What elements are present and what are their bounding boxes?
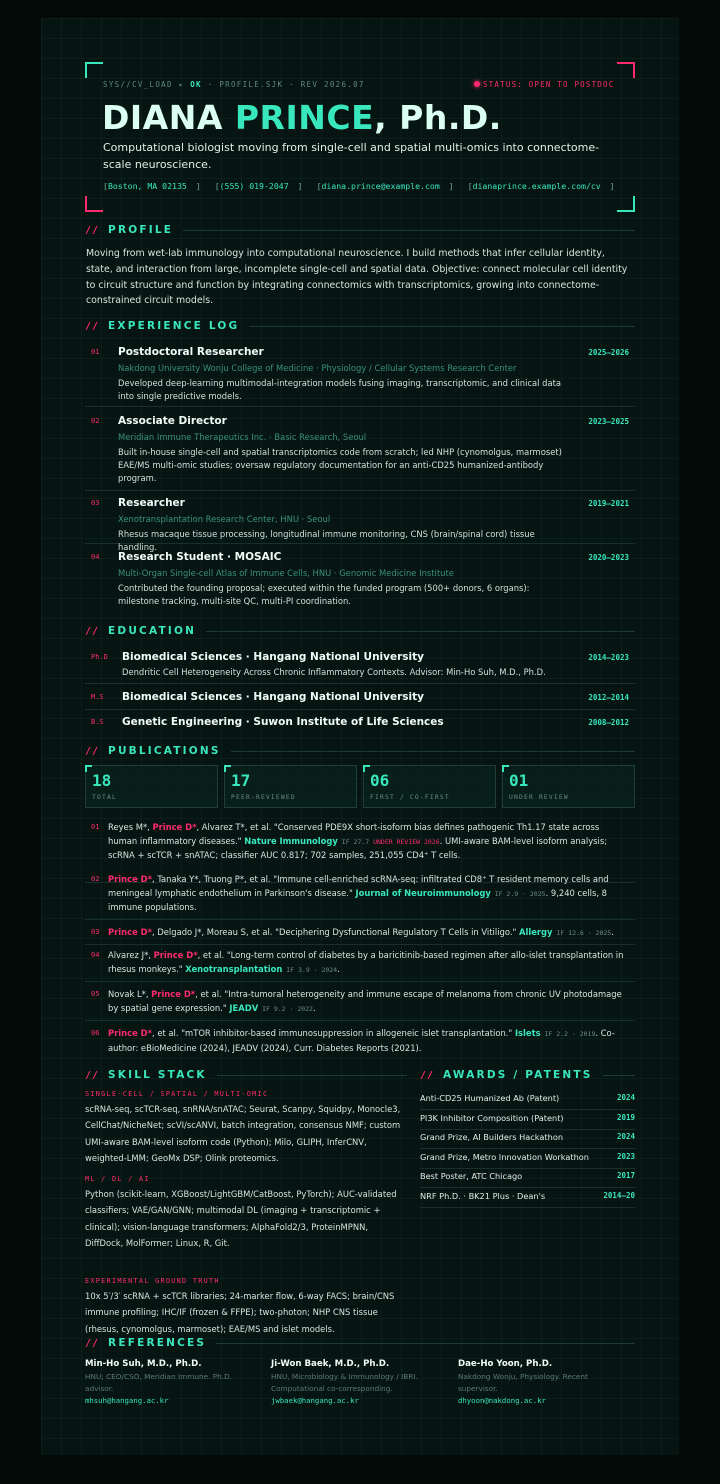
skill-group-text: scRNA-seq, scTCR-seq, snRNA/snATAC; Seurat, Scanpy, Squidpy, Monocle3, CellChat/NicheNet; scVI/scANVI, batch integration, consensus NMF; custom UMI-aware BAM-level isoform code (Python); Milo, GLIPH, InferCNV, weighted-LMM; GeoMx DSP; Olink proteomics.	[85, 1104, 401, 1163]
reference-item	[85, 1358, 255, 1407]
reference-desc: Nakdong Wonju, Physiology. Recent supervisor.	[458, 1372, 588, 1393]
reference-email[interactable]: mhsuh@hangang.ac.kr	[85, 1396, 169, 1405]
tagline: Computational biologist moving from single-cell and spatial multi-omics into connectome-scale neuroscience.	[103, 141, 600, 171]
publication-item: 01 Reyes M*, Prince D*, Alvarez T*, et al. "Conserved PDE9X short-isoform bias defines pathogenic Th1.17 state across human inflammatory diseases." Nature Immunology IF 27.7 UNDER REVIEW 2026. UMI-aware BAM-level isoform analysis; scRNA + scTCR + snATAC; classifier AUC 0.817; 702 samples, 251,055 CD4⁺ T cells.	[85, 821, 635, 883]
section-header-references: // REFERENCES	[85, 1336, 635, 1350]
contact-address: [Boston, MA 02135 ]	[103, 181, 201, 191]
education-item	[85, 716, 635, 735]
sys-prefix: SYS//CV_LOAD ▸	[103, 80, 191, 89]
reference-name: Ji-Won Baek, M.D., Ph.D.	[271, 1359, 390, 1369]
experience-title: Associate Director	[118, 415, 227, 427]
section-header-skills: // SKILL STACK	[85, 1068, 407, 1082]
award-item: Grand Prize, AI Builders Hackathon 2024	[420, 1129, 635, 1149]
experience-title: Researcher	[118, 497, 185, 509]
education-date: 2008–2012	[588, 718, 629, 727]
experience-desc: Contributed the founding proposal; executed within the funded program (500+ donors, 6 organs): milestone tracking, multi-site QC, multi-PI coordination.	[118, 583, 530, 606]
journal-name: Nature Immunology	[244, 835, 338, 846]
section-header-awards: // AWARDS / PATENTS	[420, 1068, 635, 1082]
profile-summary: Moving from wet-lab immunology into computational neuroscience. I build methods that infer cellular identity, state, and interaction from large, incomplete single-cell and spatial data. Objective: connect molecular cell identity to circuit structure and function by integrating connectomics with transcriptomics, growing into connectome-constrained circuit models.	[86, 248, 628, 307]
experience-date: 2025–2026	[588, 348, 629, 357]
contact-website[interactable]: [dianaprince.example.com/cv ]	[467, 181, 615, 191]
sys-suffix: · PROFILE.SJK · REV 2026.07	[201, 80, 365, 89]
education-date: 2012–2014	[588, 693, 629, 702]
skill-group-text: Python (scikit-learn, XGBoost/LightGBM/CatBoost, PyTorch); AUC-validated classifiers; VAE/GAN/GNN; multimodal DL (imaging + transcriptomic + clinical); vision-language transformers; AlphaFold2/3, ProteinMPNN, DiffDock, MolFormer; Linux, R, Git.	[85, 1189, 397, 1248]
name-first: DIANA	[102, 98, 235, 137]
education-degree: B.S	[91, 718, 104, 726]
skill-group-text: 10x 5′/3′ scRNA + scTCR libraries; 24-marker flow, 6-way FACS; brain/CNS immune profiling; IHC/IF (frozen & FFPE); two-photon; NHP CNS tissue (rhesus, cynomolgus, marmoset); EAE/MS and islet models.	[85, 1291, 395, 1334]
skill-group-title: EXPERIMENTAL GROUND TRUTH	[85, 1277, 220, 1285]
award-item: Anti-CD25 Humanized Ab (Patent) 2024	[420, 1090, 635, 1110]
stat-under-review: 01 UNDER REVIEW	[502, 765, 635, 808]
cv-page	[41, 18, 679, 1455]
status-dot-icon	[474, 81, 480, 87]
contact-email[interactable]: [diana.prince@example.com ]	[316, 181, 454, 191]
experience-item: 02 Associate Director 2023–2025 Meridian Immune Therapeutics Inc. · Basic Research, Seoul Built in-house single-cell and spatial transcriptomics code from scratch; led NHP (cynomolgus, marmoset) EAE/MS multi-omic studies; oversaw regulatory documentation for an anti-CD25 humanized-antibody program.	[85, 417, 635, 491]
name-last: , Ph.D.	[374, 98, 502, 137]
education-title: Genetic Engineering · Suwon Institute of Life Sciences	[122, 716, 444, 728]
publication-item: 04 Alvarez J*, Prince D*, et al. "Long-term control of diabetes by a baricitinib-based regimen after allo-islet transplantation in rhesus monkeys." Xenotransplantation IF 3.9 · 2024.	[85, 949, 635, 982]
experience-date: 2020–2023	[588, 553, 629, 562]
reference-item	[271, 1358, 441, 1407]
page-title	[102, 98, 502, 137]
education-degree: M.S	[91, 693, 104, 701]
experience-date: 2019–2021	[588, 499, 629, 508]
experience-org: Nakdong University Wonju College of Medicine · Physiology / Cellular Systems Research Center	[118, 363, 517, 373]
reference-email[interactable]: dhyoon@nakdong.ac.kr	[458, 1396, 546, 1405]
reference-email[interactable]: jwbaek@hangang.ac.kr	[271, 1396, 359, 1405]
publication-item: 06 Prince D*, et al. "mTOR inhibitor-based immunosuppression in allogeneic islet transplantation." Islets IF 2.2 · 2019. Co-author: eBioMedicine (2024), JEADV (2024), Curr. Diabetes Reports (2021).	[91, 1028, 615, 1053]
section-header-experience: // EXPERIENCE LOG	[85, 319, 635, 333]
sys-ok: OK	[190, 80, 202, 89]
experience-desc: Built in-house single-cell and spatial transcriptomics code from scratch; led NHP (cynomolgus, marmoset) EAE/MS multi-omic studies; oversaw regulatory documentation for an anti-CD25 humanized-antibody program.	[118, 447, 562, 483]
journal-name: Allergy	[519, 927, 553, 937]
experience-item: 04 Research Student · MOSAIC 2020–2023 Multi-Organ Single-cell Atlas of Immune Cells, HNU · Genomic Medicine Institute Contributed the founding proposal; executed within the funded program (500+ donors, 6 organs): milestone tracking, multi-site QC, multi-PI coordination.	[91, 551, 629, 606]
section-header-profile: // PROFILE	[85, 223, 635, 237]
journal-name: Islets	[514, 1028, 541, 1038]
journal-name: Xenotransplantation	[185, 963, 283, 974]
reference-name: Dae-Ho Yoon, Ph.D.	[458, 1359, 553, 1369]
status-text: STATUS: OPEN TO POSTDOC	[483, 80, 615, 89]
award-item: NRF Ph.D. · BK21 Plus · Dean's 2014–20	[420, 1188, 635, 1208]
reference-item	[458, 1358, 628, 1407]
experience-title: Postdoctoral Researcher	[118, 346, 264, 358]
experience-org: Meridian Immune Therapeutics Inc. · Basic Research, Seoul	[118, 432, 367, 442]
journal-name: Journal of Neuroimmunology	[355, 887, 491, 898]
experience-date: 2023–2025	[588, 417, 629, 426]
system-line	[103, 80, 365, 89]
experience-desc: Developed deep-learning multimodal-integration models fusing imaging, transcriptomic, and clinical data into single predictive models.	[118, 378, 562, 401]
stat-first-author: 06 FIRST / CO-FIRST	[363, 765, 496, 808]
skill-group-title: SINGLE-CELL / SPATIAL / MULTI-OMIC	[85, 1090, 269, 1098]
education-note: Dendritic Cell Heterogeneity Across Chronic Inflammatory Contexts. Advisor: Min-Ho Suh, M.D., Ph.D.	[122, 667, 546, 677]
experience-item: 01 Postdoctoral Researcher 2025–2026 Nakdong University Wonju College of Medicine · Physiology / Cellular Systems Research Center Developed deep-learning multimodal-integration models fusing imaging, transcriptomic, and clinical data into single predictive models.	[85, 348, 635, 407]
education-title: Biomedical Sciences · Hangang National University	[122, 651, 425, 663]
experience-title: Research Student · MOSAIC	[118, 551, 282, 563]
education-date: 2014–2023	[588, 653, 629, 662]
award-item: PI3K Inhibitor Composition (Patent) 2019	[420, 1110, 635, 1130]
education-item	[85, 691, 635, 710]
publication-item: 02 Prince D*, Tanaka Y*, Truong P*, et al. "Immune cell-enriched scRNA-seq: infiltrated CD8⁺ T resident memory cells and meningeal lymphatic endothelium in Parkinson's disease." Journal of Neuroimmunology IF 2.9 · 2025. 9,240 cells, 8 immune populations.	[85, 873, 635, 920]
name-highlight: PRINCE	[234, 98, 375, 137]
stat-peer-reviewed: 17 PEER-REVIEWED	[224, 765, 357, 808]
section-header-education: // EDUCATION	[85, 624, 635, 638]
award-item: Best Poster, ATC Chicago 2017	[420, 1168, 635, 1188]
experience-item: 03 Researcher 2019–2021 Xenotransplantation Research Center, HNU · Seoul Rhesus macaque tissue processing, longitudinal immune monitoring, CNS (brain/spinal cord) tissue handling.	[85, 499, 635, 544]
reference-desc: HNU, Microbiology & Immunology / IBRI. Computational co-corresponding.	[271, 1372, 418, 1393]
contact-bar	[103, 181, 624, 191]
corner-bracket-top-left	[85, 62, 103, 78]
corner-bracket-bottom-right	[617, 196, 635, 212]
status-badge	[474, 80, 614, 89]
contact-phone[interactable]: [(555) 019-2047 ]	[214, 181, 303, 191]
corner-bracket-bottom-left	[85, 196, 103, 212]
experience-org: Xenotransplantation Research Center, HNU · Seoul	[118, 514, 331, 524]
reference-name: Min-Ho Suh, M.D., Ph.D.	[85, 1359, 202, 1369]
publication-item: 03 Prince D*, Delgado J*, Moreau S, et al. "Deciphering Dysfunctional Regulatory T Cells in Vitiligo." Allergy IF 12.6 · 2025.	[85, 926, 635, 945]
education-title: Biomedical Sciences · Hangang National University	[122, 691, 425, 703]
reference-desc: HNU; CEO/CSO, Meridian Immune. Ph.D. advisor.	[85, 1372, 232, 1393]
experience-desc: Rhesus macaque tissue processing, longitudinal immune monitoring, CNS (brain/spinal cord) tissue handling.	[118, 529, 535, 552]
section-header-publications: // PUBLICATIONS	[85, 744, 635, 758]
stat-total: 18 TOTAL	[85, 765, 218, 808]
corner-bracket-top-right	[617, 62, 635, 78]
experience-org: Multi-Organ Single-cell Atlas of Immune Cells, HNU · Genomic Medicine Institute	[118, 568, 454, 578]
skill-group-title: ML / DL / AI	[85, 1175, 150, 1183]
education-item	[85, 651, 635, 684]
publication-item: 05 Novak L*, Prince D*, et al. "Intra-tumoral heterogeneity and immune escape of melanoma from chronic UV photodamage by spatial gene expression." JEADV IF 9.2 · 2022.	[85, 988, 635, 1021]
education-degree: Ph.D	[91, 653, 108, 661]
award-item: Grand Prize, Metro Innovation Workathon 2023	[420, 1149, 635, 1169]
journal-name: JEADV	[229, 1002, 259, 1013]
